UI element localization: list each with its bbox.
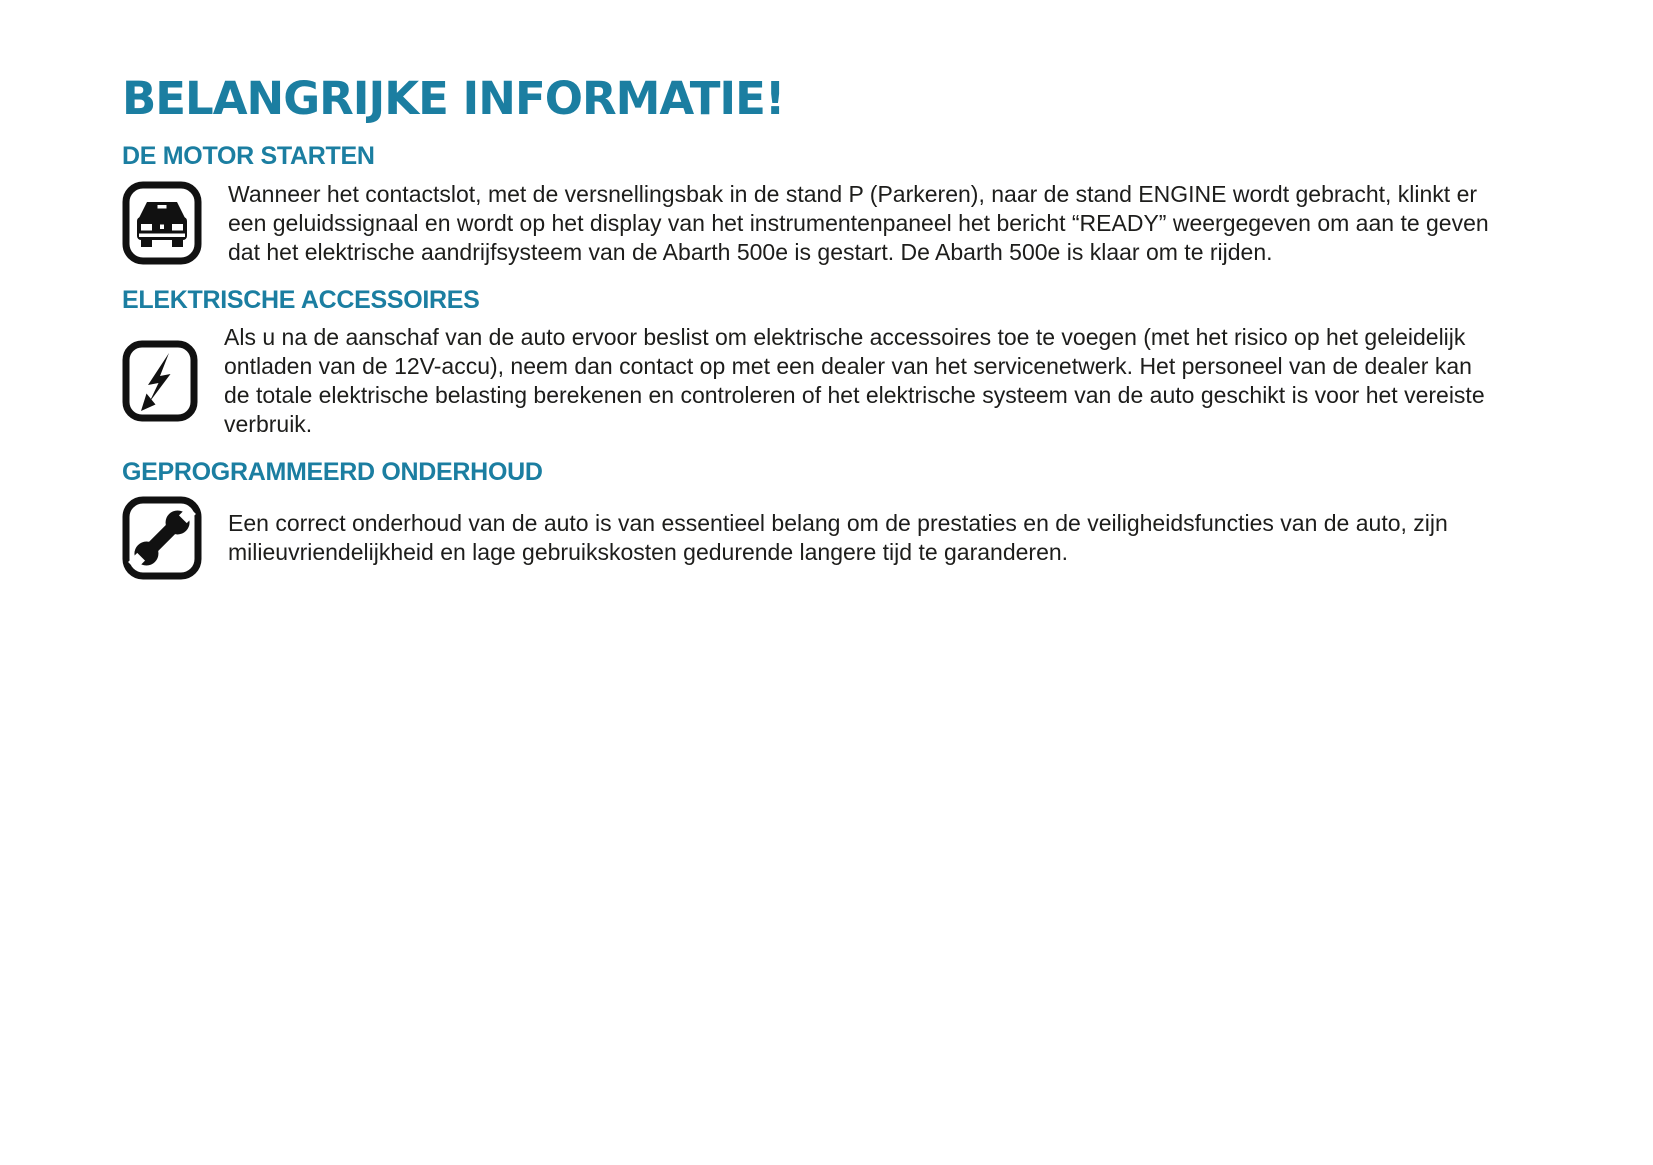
page-content	[0, 0, 1653, 580]
text-line: verbruik.	[224, 411, 313, 437]
text-line: Een correct onderhoud van de auto is van essentieel belang om de prestaties en de veiligheidsfuncties van de auto, zijn	[228, 509, 1448, 536]
section-heading-motor-starten: DE MOTOR STARTEN	[122, 142, 375, 170]
text-line: een geluidssignaal en wordt op het display van het instrumentenpaneel het bericht “READY” weergegeven om aan te geven	[228, 209, 1489, 236]
section-text-motor-starten	[228, 180, 1489, 267]
text-line: ontladen van de 12V-accu), neem dan contact op met een dealer van het servicenetwerk. Het personeel van de dealer kan	[224, 353, 1472, 379]
lightning-bolt-icon	[122, 340, 198, 422]
text-line: milieuvriendelijkheid en lage gebruikskosten gedurende langere tijd te garanderen.	[228, 538, 1069, 565]
section-geprogrammeerd-onderhoud	[122, 496, 1593, 580]
page-title: BELANGRIJKE INFORMATIE!	[122, 72, 785, 125]
text-line: de totale elektrische belasting berekenen en controleren of het elektrische systeem van de auto geschikt is voor het vereiste	[224, 382, 1485, 408]
text-line: Wanneer het contactslot, met de versnellingsbak in de stand P (Parkeren), naar de stand ENGINE wordt gebracht, klinkt er	[228, 180, 1478, 207]
wrench-icon	[122, 496, 202, 580]
section-text-geprogrammeerd-onderhoud	[228, 509, 1448, 567]
section-text-elektrische-accessoires	[224, 323, 1485, 439]
section-motor-starten	[122, 180, 1593, 267]
section-elektrische-accessoires	[122, 323, 1593, 439]
section-heading-elektrische-accessoires: ELEKTRISCHE ACCESSOIRES	[122, 285, 480, 314]
car-front-icon	[122, 181, 202, 265]
section-heading-geprogrammeerd-onderhoud: GEPROGRAMMEERD ONDERHOUD	[122, 458, 543, 486]
text-line: dat het elektrische aandrijfsysteem van de Abarth 500e is gestart. De Abarth 500e is klaar om te rijden.	[228, 238, 1273, 265]
text-line: Als u na de aanschaf van de auto ervoor beslist om elektrische accessoires toe te voegen (met het risico op het geleidelijk	[224, 324, 1466, 350]
